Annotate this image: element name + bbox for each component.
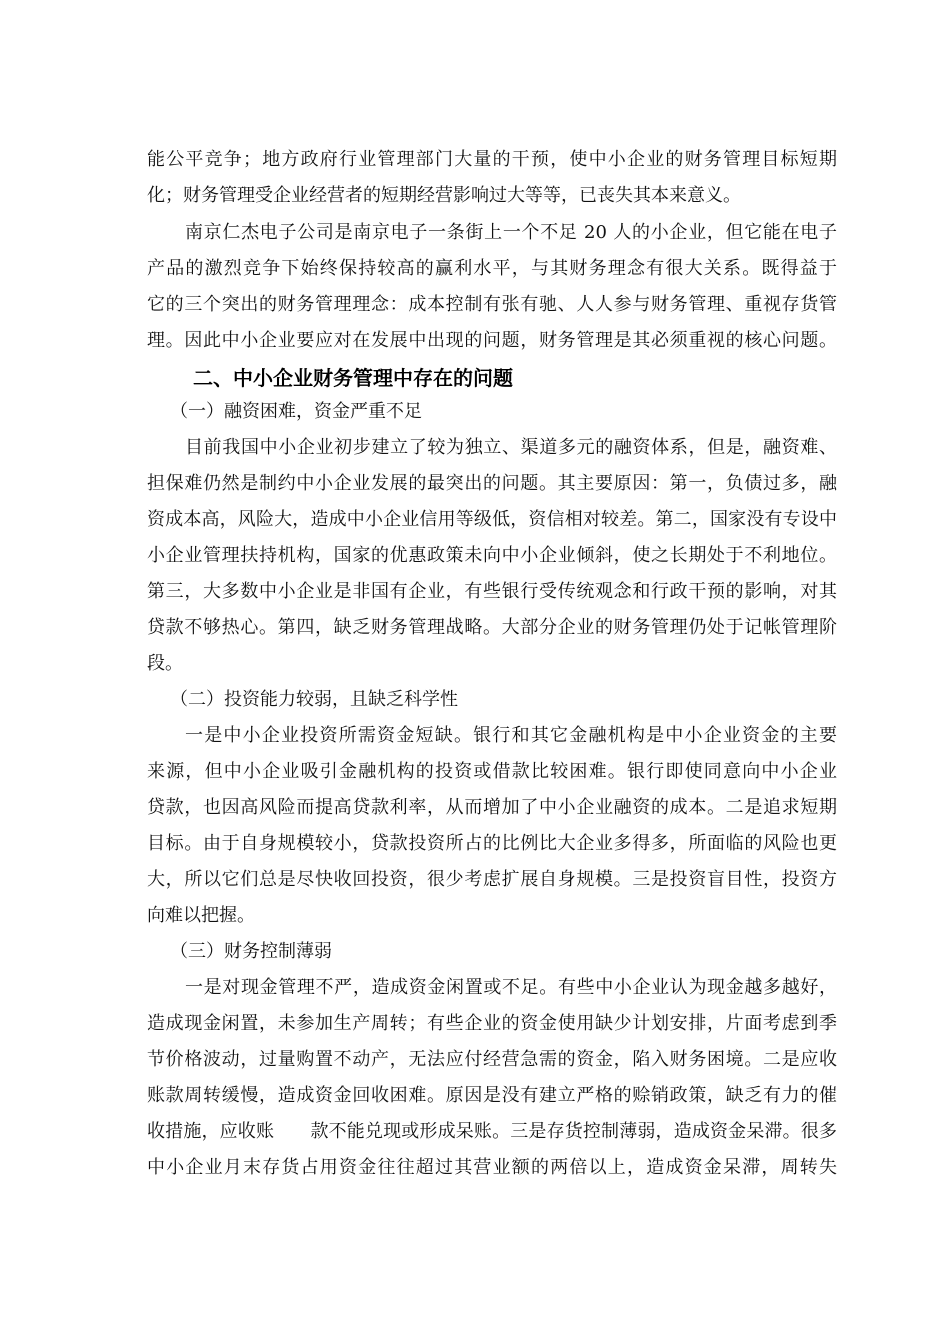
- body-text-line: 一是对现金管理不严，造成资金闲置或不足。有些中小企业认为现金越多越好，: [185, 977, 837, 998]
- body-text-line: 账款周转缓慢，造成资金回收困难。原因是没有建立严格的赊销政策，缺乏有力的催: [147, 1085, 837, 1106]
- body-text-line: 产品的激烈竞争下始终保持较高的赢利水平，与其财务理念有很大关系。既得益于: [147, 258, 837, 279]
- body-text-line: 中小企业月末存货占用资金往往超过其营业额的两倍以上，造成资金呆滞，周转失: [147, 1157, 837, 1178]
- body-text-line: 理。因此中小企业要应对在发展中出现的问题，财务管理是其必须重视的核心问题。: [147, 330, 837, 351]
- subsection-title: （一）融资困难，资金严重不足: [170, 401, 422, 422]
- body-text-line: 大，所以它们总是尽快收回投资，很少考虑扩展自身规模。三是投资盲目性，投资方: [147, 869, 837, 890]
- body-text-line: 收措施，应收账 款不能兑现或形成呆账。三是存货控制薄弱，造成资金呆滞。很多: [147, 1121, 837, 1142]
- body-text-line: 来源，但中小企业吸引金融机构的投资或借款比较困难。银行即使同意向中小企业: [147, 761, 837, 782]
- body-text-line: 化；财务管理受企业经营者的短期经营影响过大等等，已丧失其本来意义。: [147, 185, 741, 206]
- body-text-line: 第三，大多数中小企业是非国有企业，有些银行受传统观念和行政干预的影响，对其: [147, 581, 837, 602]
- body-text-line: 向难以把握。: [147, 905, 255, 926]
- body-text-line: 南京仁杰电子公司是南京电子一条街上一个不足 20 人的小企业，但它能在电子: [185, 222, 837, 243]
- body-text-line: 目标。由于自身规模较小，贷款投资所占的比例比大企业多得多，所面临的风险也更: [147, 833, 837, 854]
- subsection-title: （二）投资能力较弱，且缺乏科学性: [170, 689, 458, 710]
- body-text-line: 资成本高，风险大，造成中小企业信用等级低，资信相对较差。第二，国家没有专设中: [147, 509, 837, 530]
- body-text-line: 一是中小企业投资所需资金短缺。银行和其它金融机构是中小企业资金的主要: [185, 725, 837, 746]
- body-text-line: 造成现金闲置，未参加生产周转；有些企业的资金使用缺少计划安排，片面考虑到季: [147, 1013, 837, 1034]
- body-text-line: 节价格波动，过量购置不动产，无法应付经营急需的资金，陷入财务困境。二是应收: [147, 1049, 837, 1070]
- body-text-line: 它的三个突出的财务管理理念：成本控制有张有驰、人人参与财务管理、重视存货管: [147, 294, 837, 315]
- section-heading: 二、中小企业财务管理中存在的问题: [193, 366, 513, 390]
- body-text-line: 贷款，也因高风险而提高贷款利率，从而增加了中小企业融资的成本。二是追求短期: [147, 797, 837, 818]
- body-text-line: 担保难仍然是制约中小企业发展的最突出的问题。其主要原因：第一，负债过多，融: [147, 473, 837, 494]
- body-text-line: 贷款不够热心。第四，缺乏财务管理战略。大部分企业的财务管理仍处于记帐管理阶: [147, 617, 837, 638]
- subsection-title: （三）财务控制薄弱: [170, 941, 332, 962]
- body-text-line: 目前我国中小企业初步建立了较为独立、渠道多元的融资体系，但是，融资难、: [185, 437, 837, 458]
- body-text-line: 能公平竞争；地方政府行业管理部门大量的干预，使中小企业的财务管理目标短期: [147, 149, 837, 170]
- body-text-line: 小企业管理扶持机构，国家的优惠政策未向中小企业倾斜，使之长期处于不利地位。: [147, 545, 837, 566]
- body-text-line: 段。: [147, 653, 183, 674]
